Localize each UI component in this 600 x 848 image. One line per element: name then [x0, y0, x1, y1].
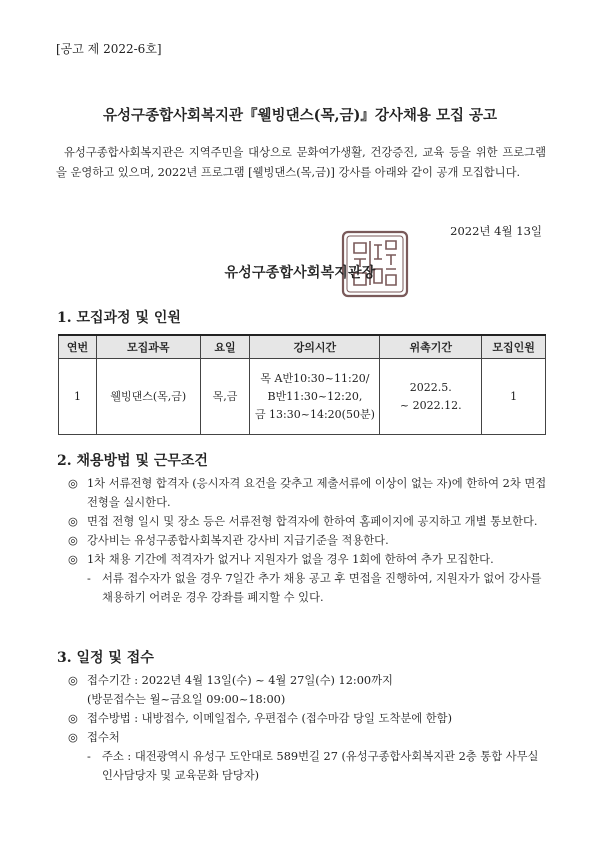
sub-item	[68, 747, 548, 785]
table-header-cell: 모집과목	[96, 335, 200, 359]
list-item-text: 면접 전형 일시 및 장소 등은 서류전형 합격자에 한하여 홈페이지에 공지하고 개별 통보한다.	[87, 515, 538, 528]
period-line: 2022.5.	[409, 380, 452, 394]
list-item	[68, 671, 548, 690]
list-item-text: 강사비는 유성구종합사회복지관 강사비 지급기준을 적용한다.	[87, 534, 389, 547]
bullet-icon: ◎	[68, 534, 78, 547]
table-header-cell: 요일	[200, 335, 250, 359]
list-item	[68, 550, 548, 569]
list-item	[68, 531, 548, 550]
bullet-icon: ◎	[68, 553, 78, 566]
cell-count: 1	[482, 359, 546, 435]
notice-number: [공고 제 2022-6호]	[56, 42, 162, 56]
section-title-hiring-method: 2. 채용방법 및 근무조건	[57, 453, 208, 469]
signatory: 유성구종합사회복지관장	[224, 265, 376, 281]
bullet-icon: ◎	[68, 515, 78, 528]
hiring-method-list	[68, 474, 548, 607]
bullet-icon: ◎	[68, 477, 78, 490]
notice-date: 2022년 4월 13일	[450, 224, 542, 238]
table-row	[59, 359, 546, 435]
list-item-text: 1차 채용 기간에 적격자가 없거나 지원자가 없을 경우 1회에 한하여 추가 모집한다.	[87, 553, 494, 566]
cell-number: 1	[59, 359, 97, 435]
bullet-icon: ◎	[68, 712, 78, 725]
cell-subject: 웰빙댄스(목,금)	[96, 359, 200, 435]
list-item	[68, 512, 548, 531]
cell-time	[250, 359, 380, 435]
list-item-text: 접수처	[87, 731, 120, 744]
cell-period	[380, 359, 482, 435]
list-item	[68, 474, 548, 512]
sub-item-text: 서류 접수자가 없을 경우 7일간 추가 채용 공고 후 면접을 진행하여, 지원자가 없어 강사를 채용하기 어려운 경우 강좌를 폐지할 수 있다.	[102, 572, 542, 604]
section-title-schedule: 3. 일정 및 접수	[57, 650, 154, 666]
document-title: 유성구종합사회복지관『웰빙댄스(목,금)』강사채용 모집 공고	[102, 107, 498, 124]
sub-item-text: 주소 : 대전광역시 유성구 도안대로 589번길 27 (유성구종합사회복지관 2층 통합 사무실 인사담당자 및 교육문화 담당자)	[102, 750, 539, 782]
bullet-icon: ◎	[68, 731, 78, 744]
table-header-cell: 모집인원	[482, 335, 546, 359]
period-line: ~ 2022.12.	[399, 398, 462, 412]
time-line: 목 A반10:30~11:20/	[260, 371, 370, 385]
list-item-text: 접수방법 : 내방접수, 이메일접수, 우편접수 (접수마감 당일 도착분에 한함)	[87, 712, 453, 725]
bullet-icon: ◎	[68, 674, 78, 687]
section-title-recruitment: 1. 모집과정 및 인원	[57, 310, 181, 326]
list-item-text: 접수기간 : 2022년 4월 13일(수) ~ 4월 27일(수) 12:00까지	[87, 674, 393, 687]
table-header-row	[59, 335, 546, 359]
schedule-list	[68, 671, 548, 785]
list-item	[68, 709, 548, 728]
intro-paragraph: 유성구종합사회복지관은 지역주민을 대상으로 문화여가생활, 건강증진, 교육 등을 위한 프로그램을 운영하고 있으며, 2022년 프로그램 [웰빙댄스(목,금)] 강사를 아래와 같이 공개 모집합니다.	[56, 146, 546, 179]
time-line: 금 13:30~14:20(50분)	[254, 407, 375, 421]
cell-days: 목,금	[200, 359, 250, 435]
sub-item	[68, 569, 548, 607]
dash-icon: -	[87, 572, 91, 585]
time-line: B반11:30~12:20,	[267, 389, 363, 403]
table-header-cell: 연번	[59, 335, 97, 359]
visit-hours: (방문접수는 월~금요일 09:00~18:00)	[87, 693, 286, 706]
list-item	[68, 728, 548, 747]
recruitment-table	[58, 334, 546, 435]
dash-icon: -	[87, 750, 91, 763]
table-header-cell: 강의시간	[250, 335, 380, 359]
list-item-text: 1차 서류전형 합격자 (응시자격 요건을 갖추고 제출서류에 이상이 없는 자)에 한하여 2차 면접전형을 실시한다.	[87, 477, 547, 509]
table-header-cell: 위촉기간	[380, 335, 482, 359]
